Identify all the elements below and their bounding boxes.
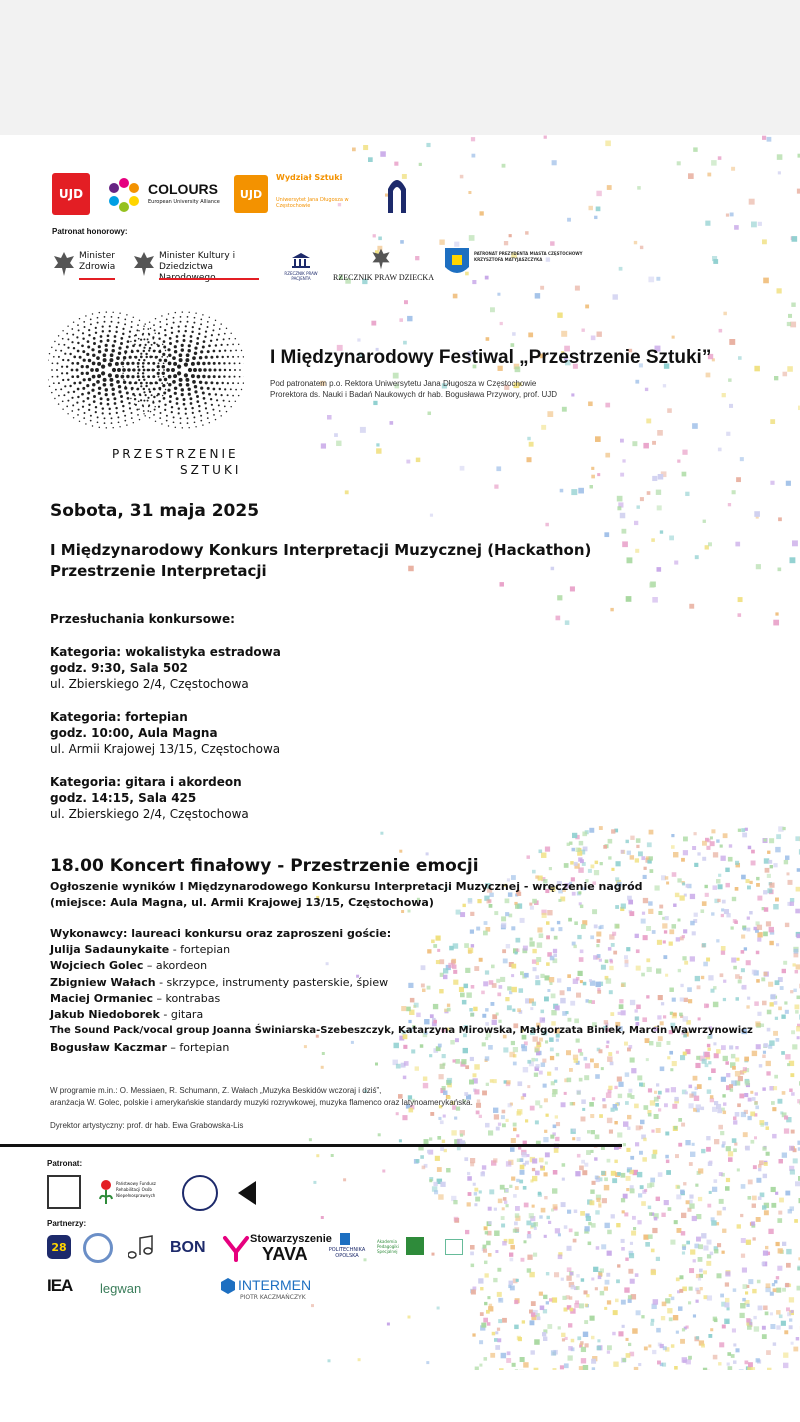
eagle-icon bbox=[52, 250, 76, 278]
performer-row bbox=[50, 975, 753, 991]
eagle-icon bbox=[132, 250, 156, 278]
gothic-arch-logo-icon bbox=[386, 175, 408, 213]
small-tree-logo bbox=[150, 1278, 190, 1300]
performer-name: Bogusław Kaczmar bbox=[50, 1040, 167, 1054]
performer-row bbox=[50, 942, 753, 958]
legwan-logo: legwan bbox=[100, 1281, 142, 1296]
minister-kultury-underline bbox=[159, 278, 259, 280]
performer-role: – akordeon bbox=[143, 959, 208, 973]
concert-title: 18.00 Koncert finałowy - Przestrzenie emocji bbox=[50, 856, 479, 876]
festival-logo-line2: SZTUKI bbox=[180, 463, 242, 477]
festival-sub1: Pod patronatem p.o. Rektora Uniwersytetu Jana Długosza w Częstochowie bbox=[270, 379, 537, 388]
competition-line2: Przestrzenie Interpretacji bbox=[50, 562, 267, 580]
politechnika-label: POLITECHNIKA OPOLSKA bbox=[328, 1247, 366, 1259]
partnerzy-label: Partnerzy: bbox=[47, 1219, 87, 1228]
rzecznik-pacjenta: RZECZNIK PRAW PACJENTA bbox=[284, 271, 318, 281]
ujd-logo-text: UJD bbox=[58, 187, 84, 201]
competition-line1: I Międzynarodowy Konkurs Interpretacji Muzycznej (Hackathon) bbox=[50, 541, 592, 559]
minister-zdrowia: Minister Zdrowia bbox=[79, 251, 116, 272]
performer-row bbox=[50, 1040, 753, 1056]
akademia-mark bbox=[406, 1237, 424, 1255]
colours-sub: European University Alliance bbox=[148, 199, 220, 205]
wydzial-logo-text: UJD bbox=[239, 187, 263, 201]
program-line2: aranżacja W. Golec, polskie i amerykańskie standardy muzyki rozrywkowej, muzyka flamenco oraz latynoamerykańska. bbox=[50, 1098, 473, 1107]
minister-zdrowia-underline bbox=[79, 278, 115, 280]
swirl-logo bbox=[376, 1277, 412, 1299]
colours-title: COLOURS bbox=[148, 181, 218, 197]
bottom-band bbox=[0, 1370, 800, 1422]
festival-logo-line1: PRZESTRZENIE bbox=[112, 447, 239, 461]
category-item bbox=[50, 709, 280, 757]
performer-role: - skrzypce, instrumenty pasterskie, śpiew bbox=[155, 975, 389, 989]
minister-kultury: Minister Kultury i Dziedzictwa bbox=[159, 251, 236, 272]
patronat-label: Patronat: bbox=[47, 1159, 83, 1168]
category-name: Kategoria: gitara i akordeon bbox=[50, 775, 242, 789]
divider bbox=[0, 1144, 622, 1147]
category-time: godz. 10:00, Aula Magna bbox=[50, 726, 218, 740]
event-date: Sobota, 31 maja 2025 bbox=[50, 501, 260, 521]
akademia-label: Akademia Pedagogiki Specjalnej bbox=[377, 1239, 399, 1254]
performer-role: - fortepian bbox=[169, 943, 231, 956]
music-note-logo-icon bbox=[128, 1235, 156, 1261]
intermen-sub: PIOTR KACZMAŃCZYK bbox=[240, 1294, 306, 1301]
category-time: godz. 14:15, Sala 425 bbox=[50, 791, 197, 805]
performer-row bbox=[50, 1023, 753, 1039]
performer-row bbox=[50, 958, 753, 974]
category-item bbox=[50, 644, 281, 692]
performer-name: The Sound Pack/vocal group Joanna Świniarska-Szebeszczyk, Katarzyna Mirowska, Małgorzata Biniek, Marcin Wawrzynowicz bbox=[50, 1025, 753, 1037]
festival-title: I Międzynarodowy Festiwal „Przestrzenie Sztuki” bbox=[270, 347, 712, 368]
category-address: ul. Armii Krajowej 13/15, Częstochowa bbox=[50, 742, 281, 756]
performer-role: – kontrabas bbox=[152, 991, 221, 1005]
przestrzenie-sztuki-dotted-logo bbox=[48, 300, 244, 440]
yava-figure-icon bbox=[222, 1234, 250, 1262]
performer-name: Wojciech Golec bbox=[50, 959, 144, 973]
building-icon bbox=[291, 252, 311, 268]
patron-seal-logo bbox=[47, 1175, 81, 1209]
small-green-logo bbox=[445, 1239, 463, 1255]
wydzial-logo-mark bbox=[234, 175, 268, 213]
patron-round-logo bbox=[182, 1175, 218, 1211]
performer-row bbox=[50, 991, 753, 1007]
performer-row bbox=[50, 1007, 753, 1023]
program-line1: W programie m.in.: O. Messiaen, R. Schumann, Z. Wałach „Muzyka Beskidów wczoraj i dziś”, bbox=[50, 1086, 382, 1095]
politechnika-mark bbox=[340, 1233, 350, 1245]
patronat-honorowy-label: Patronat honorowy: bbox=[52, 227, 128, 236]
wydzial-sub: Uniwersytet Jana Długosza w Częstochowie bbox=[276, 197, 349, 209]
category-address: ul. Zbierskiego 2/4, Częstochowa bbox=[50, 807, 249, 821]
rzecznik-dziecka: RZECZNIK PRAW DZIECKA bbox=[333, 273, 434, 282]
performer-name: Zbigniew Wałach bbox=[50, 975, 156, 989]
category-name: Kategoria: wokalistyka estradowa bbox=[50, 645, 281, 659]
festival-sub2: Prorektora ds. Nauki i Badań Naukowych dr hab. Bogusława Przywory, prof. UJD bbox=[270, 390, 558, 399]
category-time: godz. 9:30, Sala 502 bbox=[50, 661, 188, 675]
artistic-director: Dyrektor artystyczny: prof. dr hab. Ewa Grabowska-Lis bbox=[50, 1121, 244, 1130]
signature-logo bbox=[327, 1277, 367, 1301]
concert-line2: (miejsce: Aula Magna, ul. Armii Krajowej 13/15, Częstochowa) bbox=[50, 896, 434, 909]
city-crest-icon bbox=[444, 247, 470, 279]
wydzial-title: Wydział Sztuki bbox=[276, 173, 343, 182]
ujd-logo bbox=[52, 173, 90, 215]
iea-logo: IEA bbox=[47, 1276, 73, 1295]
performer-name: Julija Sadaunykaite bbox=[50, 943, 170, 956]
colours-flower-icon bbox=[106, 177, 142, 213]
concert-line1: Ogłoszenie wyników I Międzynarodowego Konkursu Interpretacji Muzycznej - wręczenie nagród bbox=[50, 880, 643, 893]
category-address: ul. Zbierskiego 2/4, Częstochowa bbox=[50, 677, 249, 691]
performer-name: Jakub Niedoborek bbox=[50, 1008, 160, 1022]
prezydent-patronat: PATRONAT PREZYDENTA MIASTA CZĘSTOCHOWY KRZYSZTOFA MATYJASZCZYKA bbox=[474, 251, 583, 262]
category-item bbox=[50, 774, 249, 822]
poster bbox=[0, 135, 800, 1370]
partner-28-badge bbox=[47, 1235, 71, 1259]
performers-label: Wykonawcy: laureaci konkursu oraz zaproszeni goście: bbox=[50, 927, 392, 940]
auditions-label: Przesłuchania konkursowe: bbox=[50, 612, 235, 626]
performer-role: - gitara bbox=[159, 1008, 204, 1022]
play-triangle-logo-icon bbox=[236, 1179, 258, 1207]
eagle-icon bbox=[370, 247, 392, 271]
performers-list bbox=[50, 942, 753, 1056]
yava-top: Stowarzyszenie bbox=[250, 1233, 332, 1245]
partner-round-logo bbox=[83, 1233, 113, 1263]
colours-logo bbox=[106, 175, 226, 215]
performer-role: – fortepian bbox=[166, 1040, 230, 1054]
bon-logo: BON bbox=[170, 1239, 206, 1256]
badge-number: 28 bbox=[51, 1240, 67, 1254]
intermen-cube-icon bbox=[220, 1277, 236, 1295]
intermen-logo: INTERMEN bbox=[238, 1277, 312, 1293]
performer-name: Maciej Ormaniec bbox=[50, 991, 153, 1005]
pfron-flower-icon bbox=[98, 1179, 114, 1205]
category-name: Kategoria: fortepian bbox=[50, 710, 188, 724]
yava-name: YAVA bbox=[262, 1244, 308, 1264]
pfron-label: Państwowy Fundusz Rehabilitacji Osób Niepełnosprawnych bbox=[116, 1181, 156, 1198]
